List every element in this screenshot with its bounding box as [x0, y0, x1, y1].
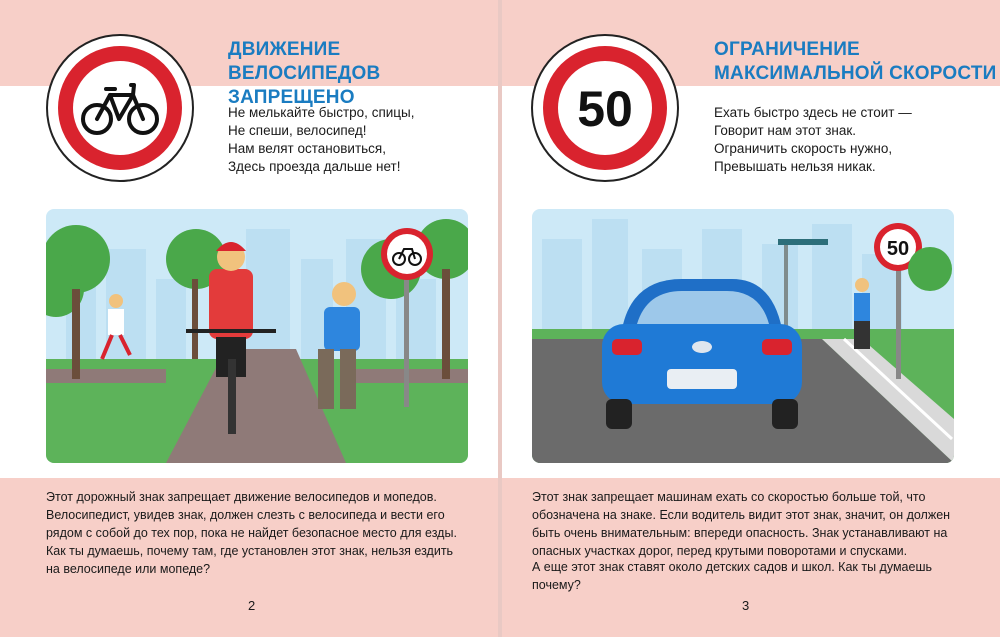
car-scene-illustration: [532, 209, 954, 463]
no-bicycles-sign: [45, 33, 195, 183]
right-page: [502, 0, 1000, 637]
page-title: ДВИЖЕНИЕ ВЕЛОСИПЕДОВ ЗАПРЕЩЕНО: [228, 39, 381, 108]
question-paragraph: А еще этот знак ставят около детских садов и школ. Как ты думаешь почему?: [532, 560, 932, 592]
description-paragraph: Этот знак запрещает машинам ехать со скоростью больше той, что обозначена на знаке. Если водитель видит этот знак, значит, он должен быть очень внимательным: впереди опасность. Знак устанавливают на опасных участках дорог, перед крутыми поворотами и спусками.: [532, 490, 951, 558]
left-page: [0, 0, 498, 637]
description-paragraph: Этот дорожный знак запрещает движение велосипедов и мопедов. Велосипедист, увидев знак, должен слезть с велосипеда и вести его рядом с собой до тех пор, пока не найдет безопасное место для езды.: [46, 490, 457, 540]
speed-limit-sign: [530, 33, 680, 183]
poem: Не мелькайте быстро, спицы, Не спеши, велосипед! Нам велят остановиться, Здесь проезда дальше нет!: [228, 105, 415, 174]
page-number: 2: [248, 598, 256, 613]
bicycle-scene-illustration: [46, 209, 468, 463]
page-number: 3: [742, 598, 750, 613]
poem: Ехать быстро здесь не стоит — Говорит нам этот знак. Ограничить скорость нужно, Превышать нельзя никак.: [714, 105, 912, 174]
road-sign-value: 50: [886, 238, 910, 260]
speed-value: 50: [577, 81, 633, 137]
pedestrian-figure: [854, 278, 870, 349]
question-paragraph: Как ты думаешь, почему там, где установлен этот знак, нельзя ездить на велосипеде или мопеде?: [46, 544, 454, 576]
page-title: ОГРАНИЧЕНИЕ МАКСИМАЛЬНОЙ СКОРОСТИ: [714, 39, 997, 84]
